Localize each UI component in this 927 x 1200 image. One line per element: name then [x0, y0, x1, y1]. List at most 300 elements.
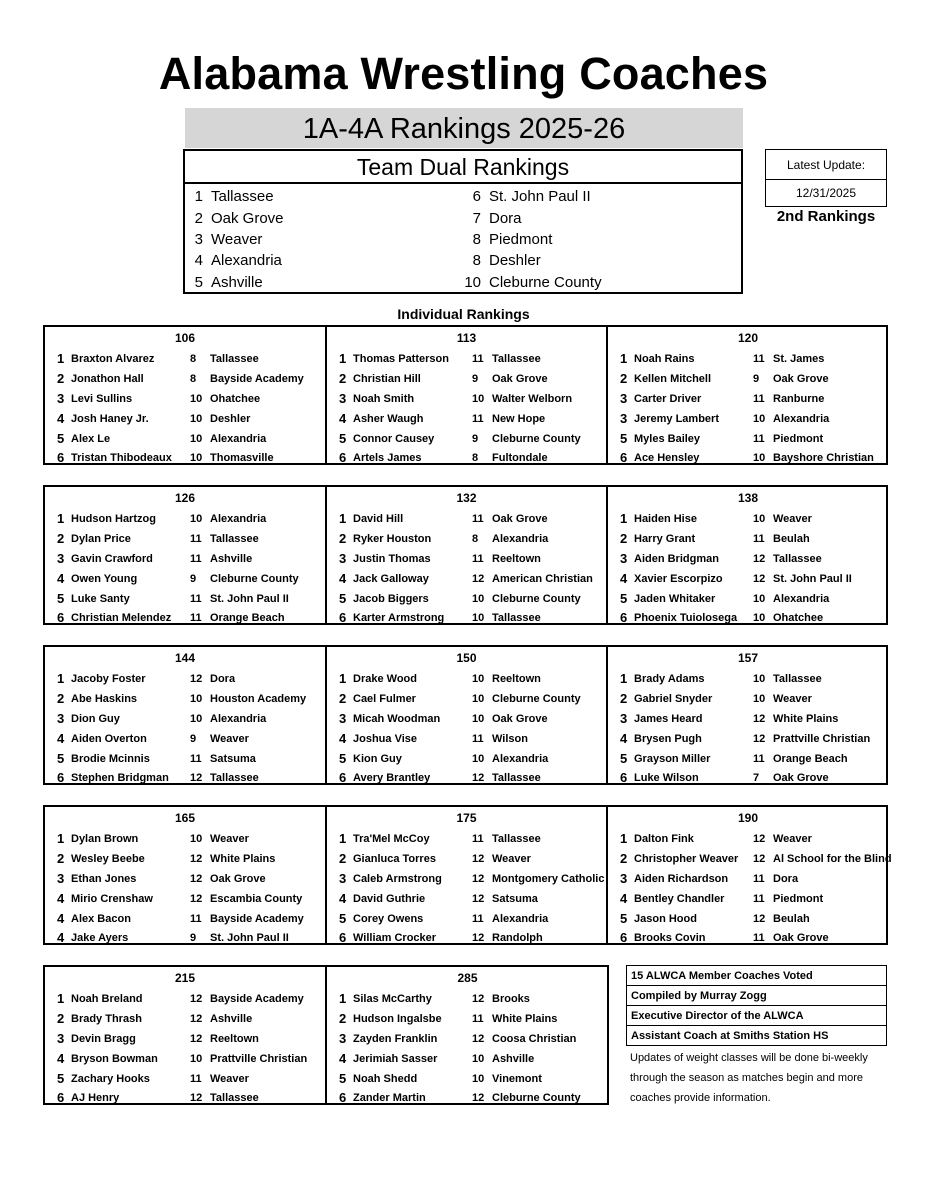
wrestler-name: Zander Martin: [353, 1092, 426, 1104]
wrestler-name: Noah Rains: [634, 353, 695, 365]
wrestler-rank: 3: [620, 871, 628, 886]
wrestler-school: Weaver: [210, 833, 249, 845]
wrestler-school: American Christian: [492, 573, 593, 585]
wrestler-school: Weaver: [210, 1073, 249, 1085]
wrestler-grade: 10: [472, 393, 485, 405]
wrestler-grade: 10: [753, 693, 766, 705]
wrestler-school: Alexandria: [492, 913, 549, 925]
wrestler-school: Alexandria: [492, 533, 549, 545]
wrestler-grade: 10: [753, 413, 766, 425]
wrestler-school: Tallassee: [492, 353, 541, 365]
wrestler-school: Orange Beach: [773, 753, 848, 765]
weight-block: [43, 645, 888, 785]
wrestler-rank: 6: [339, 610, 347, 625]
wrestler-name: Myles Bailey: [634, 433, 701, 445]
wrestler-school: Oak Grove: [773, 932, 829, 944]
wrestler-school: Ashville: [210, 1013, 253, 1025]
wrestler-row: [327, 690, 606, 708]
wrestler-school: Weaver: [773, 833, 812, 845]
wrestler-name: Avery Brantley: [353, 772, 431, 784]
voting-info-box: [626, 965, 887, 1046]
wrestler-name: David Hill: [353, 513, 404, 525]
wrestler-rank: 2: [57, 851, 65, 866]
wrestler-row: [45, 750, 325, 768]
wrestler-name: Carter Driver: [634, 393, 702, 405]
wrestler-name: Caleb Armstrong: [353, 873, 442, 885]
wrestler-row: [608, 609, 888, 627]
rankings-subtitle: 1A-4A Rankings 2025-26: [185, 108, 743, 148]
wrestler-name: Karter Armstrong: [353, 612, 445, 624]
wrestler-row: [45, 570, 325, 588]
team-ranking-row: [185, 273, 263, 293]
wrestler-row: [327, 449, 606, 467]
weight-class-126: [45, 487, 327, 623]
wrestler-school: Ashville: [210, 553, 253, 565]
wrestler-school: Vinemont: [492, 1073, 542, 1085]
wrestler-name: Connor Causey: [353, 433, 435, 445]
wrestler-rank: 6: [620, 770, 628, 785]
wrestler-rank: 2: [620, 691, 628, 706]
wrestler-name: Tra'Mel McCoy: [353, 833, 430, 845]
wrestler-rank: 6: [57, 770, 65, 785]
wrestler-row: [327, 390, 606, 408]
wrestler-grade: 12: [753, 553, 766, 565]
wrestler-name: Gianluca Torres: [353, 853, 436, 865]
wrestler-row: [608, 510, 888, 528]
wrestler-rank: 5: [339, 1071, 347, 1086]
wrestler-name: Justin Thomas: [353, 553, 431, 565]
wrestler-rank: 4: [620, 571, 628, 586]
team-name: Tallassee: [211, 188, 274, 205]
wrestler-grade: 9: [753, 373, 760, 385]
wrestler-school: Wilson: [492, 733, 528, 745]
info-line: Compiled by Murray Zogg: [627, 986, 886, 1006]
wrestler-rank: 2: [339, 371, 347, 386]
wrestler-rank: 1: [57, 351, 65, 366]
wrestler-name: Hudson Hartzog: [71, 513, 156, 525]
weight-class-157: [608, 647, 888, 783]
wrestler-rank: 4: [339, 731, 347, 746]
wrestler-name: Jonathon Hall: [71, 373, 144, 385]
wrestler-rank: 3: [339, 871, 347, 886]
wrestler-school: Oak Grove: [773, 373, 829, 385]
wrestler-name: Jake Ayers: [71, 932, 129, 944]
wrestler-name: Brooks Covin: [634, 932, 706, 944]
wrestler-rank: 2: [620, 851, 628, 866]
wrestler-school: Weaver: [773, 513, 812, 525]
team-rank: 2: [194, 210, 203, 227]
wrestler-grade: 11: [472, 733, 484, 745]
weight-block: [43, 805, 892, 945]
wrestler-name: Haiden Hise: [634, 513, 697, 525]
wrestler-rank: 6: [57, 610, 65, 625]
weight-block: [43, 325, 888, 465]
wrestler-school: Alexandria: [210, 713, 267, 725]
wrestler-name: Brysen Pugh: [634, 733, 702, 745]
wrestler-grade: 10: [190, 433, 203, 445]
wrestler-school: Orange Beach: [210, 612, 285, 624]
wrestler-rank: 4: [57, 911, 65, 926]
wrestler-school: Cleburne County: [492, 433, 581, 445]
wrestler-rank: 1: [339, 351, 347, 366]
wrestler-rank: 5: [339, 431, 347, 446]
wrestler-grade: 11: [190, 553, 202, 565]
wrestler-row: [327, 730, 606, 748]
wrestler-grade: 12: [472, 853, 485, 865]
wrestler-row: [327, 1050, 608, 1068]
wrestler-row: [608, 449, 888, 467]
wrestler-rank: 4: [57, 571, 65, 586]
weight-class-heading: 106: [174, 331, 196, 345]
wrestler-grade: 11: [190, 753, 202, 765]
wrestler-school: Tallassee: [210, 1092, 259, 1104]
wrestler-grade: 10: [190, 833, 203, 845]
wrestler-row: [327, 850, 606, 868]
wrestler-name: Bentley Chandler: [634, 893, 725, 905]
wrestler-rank: 5: [339, 911, 347, 926]
wrestler-rank: 2: [57, 691, 65, 706]
individual-rankings-title: Individual Rankings: [397, 306, 530, 322]
wrestler-school: Tallassee: [492, 772, 541, 784]
wrestler-row: [45, 609, 325, 627]
wrestler-rank: 5: [339, 591, 347, 606]
wrestler-row: [608, 750, 888, 768]
wrestler-row: [45, 890, 325, 908]
wrestler-school: Oak Grove: [492, 373, 548, 385]
wrestler-school: Prattville Christian: [210, 1053, 308, 1065]
wrestler-school: Cleburne County: [492, 593, 581, 605]
wrestler-school: Prattville Christian: [773, 733, 871, 745]
wrestler-row: [327, 1070, 608, 1088]
wrestler-rank: 6: [620, 450, 628, 465]
wrestler-school: Tallassee: [492, 612, 541, 624]
wrestler-rank: 3: [57, 391, 65, 406]
wrestler-grade: 11: [190, 593, 202, 605]
wrestler-name: Gavin Crawford: [71, 553, 153, 565]
wrestler-name: Artels James: [353, 452, 422, 464]
team-name: St. John Paul II: [489, 188, 591, 205]
wrestler-name: Dylan Brown: [71, 833, 139, 845]
wrestler-grade: 11: [753, 873, 765, 885]
wrestler-rank: 4: [339, 411, 347, 426]
wrestler-rank: 2: [339, 851, 347, 866]
wrestler-grade: 8: [472, 452, 479, 464]
wrestler-name: Jacob Biggers: [353, 593, 429, 605]
team-rank: 4: [194, 252, 203, 269]
wrestler-row: [327, 609, 606, 627]
wrestler-rank: 3: [57, 871, 65, 886]
wrestler-row: [45, 1030, 325, 1048]
update-label: Latest Update:: [766, 150, 886, 180]
wrestler-rank: 2: [57, 531, 65, 546]
team-ranking-row: [463, 251, 541, 271]
wrestler-rank: 3: [620, 391, 628, 406]
wrestler-rank: 6: [339, 450, 347, 465]
wrestler-grade: 10: [753, 513, 766, 525]
wrestler-name: Jaden Whitaker: [634, 593, 716, 605]
wrestler-grade: 11: [753, 353, 765, 365]
wrestler-school: Bayshore Christian: [773, 452, 874, 464]
wrestler-name: Thomas Patterson: [353, 353, 449, 365]
wrestler-row: [327, 530, 606, 548]
wrestler-school: Bayside Academy: [210, 993, 304, 1005]
wrestler-school: Ohatchee: [210, 393, 261, 405]
wrestler-rank: 3: [620, 411, 628, 426]
wrestler-name: AJ Henry: [71, 1092, 120, 1104]
wrestler-school: Piedmont: [773, 893, 824, 905]
wrestler-school: St. John Paul II: [210, 593, 289, 605]
wrestler-name: Hudson Ingalsbe: [353, 1013, 442, 1025]
wrestler-school: Cleburne County: [492, 1092, 581, 1104]
weight-class-heading: 144: [174, 651, 196, 665]
wrestler-name: Drake Wood: [353, 673, 417, 685]
wrestler-row: [608, 690, 888, 708]
wrestler-rank: 4: [57, 411, 65, 426]
wrestler-grade: 12: [753, 733, 766, 745]
weight-class-heading: 157: [737, 651, 759, 665]
wrestler-grade: 11: [472, 553, 484, 565]
wrestler-row: [608, 430, 888, 448]
team-dual-heading: Team Dual Rankings: [185, 151, 741, 184]
wrestler-grade: 7: [753, 772, 760, 784]
wrestler-grade: 8: [190, 353, 197, 365]
wrestler-name: Ethan Jones: [71, 873, 137, 885]
wrestler-rank: 3: [339, 711, 347, 726]
wrestler-grade: 11: [753, 393, 765, 405]
team-rank: 10: [464, 274, 481, 291]
wrestler-row: [327, 550, 606, 568]
wrestler-grade: 12: [472, 932, 485, 944]
wrestler-grade: 11: [190, 913, 202, 925]
wrestler-name: Jacoby Foster: [71, 673, 146, 685]
wrestler-row: [327, 370, 606, 388]
wrestler-rank: 4: [339, 1051, 347, 1066]
wrestler-row: [45, 350, 325, 368]
wrestler-school: St. John Paul II: [210, 932, 289, 944]
wrestler-school: Tallassee: [773, 553, 822, 565]
wrestler-school: Oak Grove: [210, 873, 266, 885]
wrestler-school: Reeltown: [492, 553, 541, 565]
wrestler-name: Kellen Mitchell: [634, 373, 712, 385]
wrestler-school: Ohatchee: [773, 612, 824, 624]
wrestler-grade: 12: [190, 1033, 203, 1045]
wrestler-grade: 12: [190, 673, 203, 685]
wrestler-grade: 10: [753, 612, 766, 624]
wrestler-row: [45, 929, 325, 947]
latest-update-box: [765, 149, 887, 207]
wrestler-name: Jason Hood: [634, 913, 697, 925]
wrestler-name: Christian Melendez: [71, 612, 172, 624]
wrestler-grade: 10: [753, 593, 766, 605]
wrestler-school: Alexandria: [210, 433, 267, 445]
wrestler-row: [45, 710, 325, 728]
wrestler-row: [608, 769, 888, 787]
wrestler-grade: 12: [190, 893, 203, 905]
wrestler-grade: 10: [472, 753, 485, 765]
wrestler-row: [45, 1089, 325, 1107]
team-rank: 6: [472, 188, 481, 205]
wrestler-row: [45, 850, 325, 868]
wrestler-name: Dylan Price: [71, 533, 131, 545]
wrestler-row: [327, 910, 606, 928]
wrestler-row: [608, 929, 888, 947]
weight-class-144: [45, 647, 327, 783]
wrestler-grade: 8: [472, 533, 479, 545]
wrestler-grade: 12: [472, 1092, 485, 1104]
wrestler-name: Silas McCarthy: [353, 993, 432, 1005]
wrestler-school: St. James: [773, 353, 825, 365]
wrestler-row: [608, 730, 888, 748]
wrestler-grade: 10: [753, 673, 766, 685]
wrestler-name: Luke Wilson: [634, 772, 699, 784]
wrestler-name: David Guthrie: [353, 893, 426, 905]
wrestler-rank: 4: [57, 891, 65, 906]
wrestler-school: Dora: [210, 673, 236, 685]
wrestler-name: Christian Hill: [353, 373, 421, 385]
wrestler-name: Braxton Alvarez: [71, 353, 155, 365]
wrestler-row: [45, 390, 325, 408]
wrestler-rank: 3: [57, 551, 65, 566]
wrestler-name: Noah Smith: [353, 393, 415, 405]
wrestler-row: [45, 530, 325, 548]
wrestler-grade: 12: [753, 853, 766, 865]
wrestler-rank: 2: [57, 371, 65, 386]
weight-class-heading: 175: [456, 811, 477, 825]
wrestler-grade: 10: [190, 393, 203, 405]
wrestler-school: Deshler: [210, 413, 251, 425]
wrestler-row: [45, 550, 325, 568]
weight-class-285: [327, 967, 608, 1103]
wrestler-row: [45, 1050, 325, 1068]
wrestler-school: White Plains: [492, 1013, 558, 1025]
wrestler-grade: 10: [753, 452, 766, 464]
wrestler-name: Aiden Bridgman: [634, 553, 719, 565]
wrestler-rank: 5: [620, 911, 628, 926]
team-name: Cleburne County: [489, 274, 602, 291]
wrestler-row: [327, 750, 606, 768]
wrestler-rank: 5: [57, 591, 65, 606]
wrestler-school: Tallassee: [210, 533, 259, 545]
team-ranking-row: [463, 209, 522, 229]
wrestler-school: Beulah: [773, 913, 810, 925]
wrestler-school: Coosa Christian: [492, 1033, 577, 1045]
wrestler-rank: 5: [57, 431, 65, 446]
wrestler-rank: 5: [57, 751, 65, 766]
weight-class-138: [608, 487, 888, 623]
wrestler-rank: 4: [620, 731, 628, 746]
wrestler-grade: 12: [753, 713, 766, 725]
wrestler-grade: 11: [190, 1073, 202, 1085]
wrestler-rank: 3: [339, 1031, 347, 1046]
wrestler-rank: 3: [620, 711, 628, 726]
wrestler-rank: 1: [57, 511, 65, 526]
wrestler-grade: 9: [190, 573, 197, 585]
wrestler-rank: 2: [620, 531, 628, 546]
wrestler-grade: 10: [472, 673, 485, 685]
wrestler-grade: 12: [472, 893, 485, 905]
wrestler-grade: 11: [472, 513, 484, 525]
wrestler-school: Escambia County: [210, 893, 303, 905]
wrestler-name: Mirio Crenshaw: [71, 893, 153, 905]
wrestler-grade: 10: [190, 452, 203, 464]
wrestler-rank: 1: [620, 671, 628, 686]
wrestler-school: Tallassee: [492, 833, 541, 845]
wrestler-name: Cael Fulmer: [353, 693, 416, 705]
wrestler-school: Montgomery Catholic: [492, 873, 605, 885]
wrestler-row: [327, 1030, 608, 1048]
weight-class-150: [327, 647, 608, 783]
team-rank: 5: [194, 274, 203, 291]
team-rank: 8: [472, 252, 481, 269]
team-name: Deshler: [489, 252, 541, 269]
team-name: Alexandria: [211, 252, 282, 269]
wrestler-grade: 12: [190, 772, 203, 784]
wrestler-rank: 5: [620, 591, 628, 606]
wrestler-grade: 12: [472, 993, 485, 1005]
wrestler-school: Weaver: [210, 733, 249, 745]
wrestler-row: [608, 370, 888, 388]
wrestler-name: Alex Bacon: [71, 913, 131, 925]
wrestler-name: Jerimiah Sasser: [353, 1053, 438, 1065]
wrestler-name: Christopher Weaver: [634, 853, 739, 865]
wrestler-name: Joshua Vise: [353, 733, 417, 745]
wrestler-row: [327, 570, 606, 588]
wrestler-rank: 6: [339, 1090, 347, 1105]
wrestler-grade: 10: [190, 1053, 203, 1065]
wrestler-grade: 11: [472, 413, 484, 425]
team-name: Dora: [489, 210, 522, 227]
wrestler-row: [608, 890, 888, 908]
wrestler-name: James Heard: [634, 713, 703, 725]
weight-class-heading: 285: [457, 971, 478, 985]
wrestler-rank: 1: [620, 351, 628, 366]
wrestler-school: Bayside Academy: [210, 373, 304, 385]
wrestler-school: Randolph: [492, 932, 543, 944]
wrestler-rank: 6: [57, 450, 65, 465]
wrestler-school: Walter Welborn: [492, 393, 573, 405]
wrestler-name: Abe Haskins: [71, 693, 138, 705]
wrestler-rank: 1: [339, 831, 347, 846]
team-dual-rankings: [183, 149, 743, 294]
wrestler-rank: 1: [339, 991, 347, 1006]
wrestler-row: [608, 850, 892, 868]
wrestler-rank: 1: [620, 511, 628, 526]
wrestler-name: Brodie Mcinnis: [71, 753, 150, 765]
wrestler-rank: 4: [339, 891, 347, 906]
team-ranking-row: [185, 209, 284, 229]
wrestler-name: Grayson Miller: [634, 753, 711, 765]
wrestler-grade: 11: [472, 353, 484, 365]
wrestler-name: Levi Sullins: [71, 393, 133, 405]
wrestler-rank: 6: [620, 610, 628, 625]
weight-class-heading: 113: [456, 331, 477, 345]
wrestler-grade: 10: [472, 693, 485, 705]
update-date: 12/31/2025: [795, 186, 857, 200]
wrestler-grade: 10: [472, 593, 485, 605]
wrestler-grade: 10: [190, 713, 203, 725]
wrestler-grade: 8: [190, 373, 197, 385]
wrestler-row: [608, 710, 888, 728]
wrestler-row: [45, 410, 325, 428]
weight-class-175: [327, 807, 608, 943]
wrestler-row: [45, 730, 325, 748]
weight-class-106: [45, 327, 327, 463]
wrestler-name: Corey Owens: [353, 913, 424, 925]
wrestler-row: [327, 769, 606, 787]
wrestler-name: Harry Grant: [634, 533, 696, 545]
wrestler-grade: 11: [753, 932, 765, 944]
wrestler-row: [327, 830, 606, 848]
